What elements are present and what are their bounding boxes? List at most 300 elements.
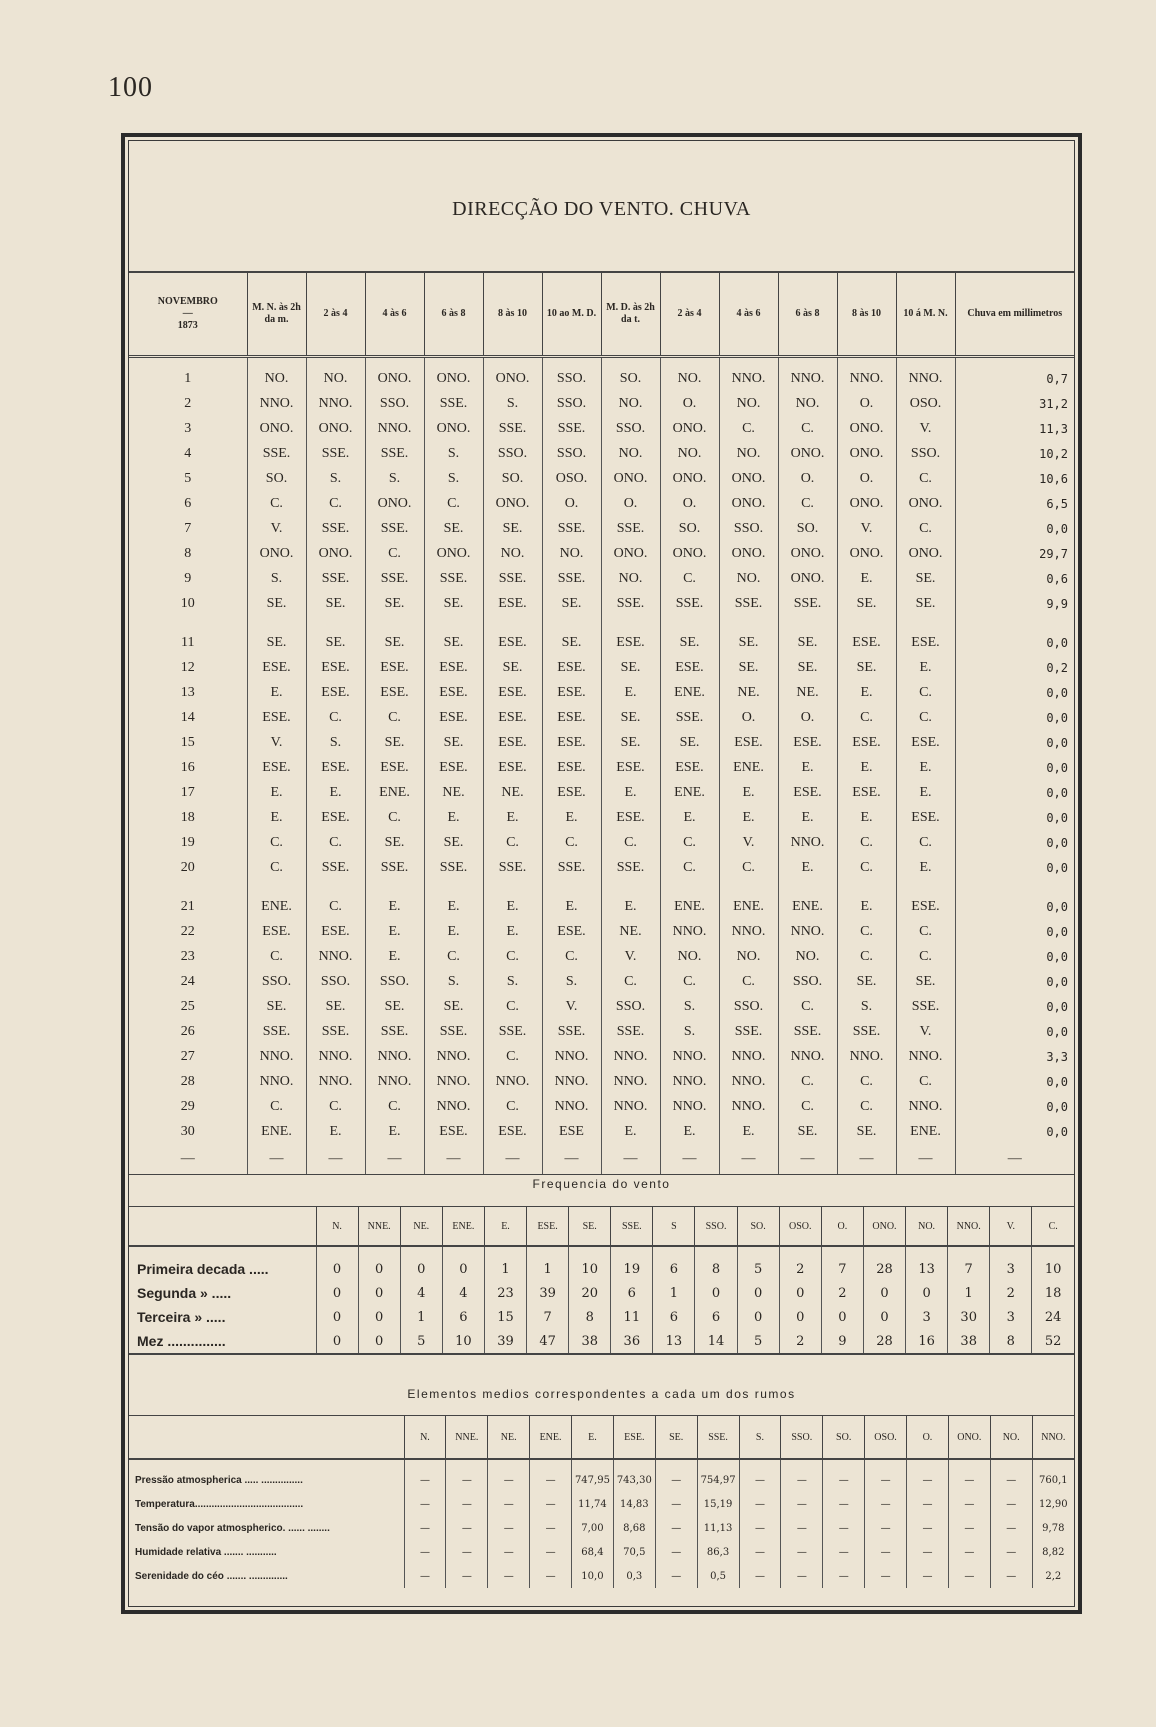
wind-cell: ONO. [483,357,542,392]
wind-cell: ONO. [719,541,778,566]
wind-cell: SE. [483,655,542,680]
wind-cell: SE. [660,730,719,755]
wind-cell: O. [601,491,660,516]
elements-cell: 2,2 [1032,1564,1074,1588]
frequency-cell: 4 [442,1281,484,1305]
wind-cell: C. [601,830,660,855]
day-cell: 18 [180,809,195,825]
wind-table-body [129,357,1074,1175]
wind-cell: E. [601,780,660,805]
wind-cell: NNO. [306,391,365,416]
elements-cell: 754,97 [697,1459,739,1492]
rain-cell: 0,7 [955,357,1074,392]
elements-cell: — [488,1564,530,1588]
wind-cell: NNO. [601,1094,660,1119]
table-row [129,466,1074,491]
elements-column-header: ONO. [948,1416,990,1460]
elements-cell: — [823,1564,865,1588]
wind-cell: SSE. [306,516,365,541]
wind-cell: NNO. [896,1094,955,1119]
table-row [129,855,1074,880]
wind-cell: C. [837,919,896,944]
frequency-cell: 0 [695,1281,737,1305]
frequency-column-header: O. [821,1207,863,1247]
wind-cell: NNO. [719,357,778,392]
year-label: 1873 [177,320,198,331]
elements-cell: — [907,1516,949,1540]
frequency-column-header: V. [990,1207,1032,1247]
table-inner [128,140,1075,1607]
day-cell: 19 [180,834,195,850]
elements-cell: — [990,1516,1032,1540]
wind-cell: NNO. [719,919,778,944]
elements-column-header: SE. [655,1416,697,1460]
wind-cell: NNO. [896,1044,955,1069]
elements-cell: — [655,1459,697,1492]
table-row [129,680,1074,705]
frequency-cell: 0 [737,1281,779,1305]
wind-cell: SE. [837,591,896,616]
wind-cell: SO. [660,516,719,541]
elements-cell: — [488,1459,530,1492]
elements-column-header: SO. [823,1416,865,1460]
frequency-cell: 0 [316,1305,358,1329]
table-frame [121,133,1082,1614]
rain-cell: 0,0 [955,516,1074,541]
frequency-column-header: SSO. [695,1207,737,1247]
elements-cell: 0,3 [613,1564,655,1588]
wind-cell: ESE. [306,655,365,680]
elements-cell: 14,83 [613,1492,655,1516]
column-header: Chuva em millimetros [955,272,1074,357]
elements-cell: — [404,1459,446,1492]
elements-cell: — [948,1540,990,1564]
rain-cell: 0,0 [955,755,1074,780]
wind-cell: S. [542,969,601,994]
elements-cell: — [948,1492,990,1516]
wind-cell: ESE. [719,730,778,755]
day-cell: 1 [184,370,192,386]
table-row [129,655,1074,680]
rain-cell: 11,3 [955,416,1074,441]
wind-cell: O. [837,466,896,491]
wind-cell: E. [247,805,306,830]
wind-cell: C. [896,705,955,730]
wind-cell: SE. [601,705,660,730]
wind-cell: C. [247,830,306,855]
wind-cell: C. [306,880,365,919]
wind-cell: NO. [601,391,660,416]
wind-cell: C. [542,830,601,855]
wind-cell: E. [719,805,778,830]
rain-cell: 10,2 [955,441,1074,466]
wind-cell: E. [601,880,660,919]
elements-cell: — [990,1459,1032,1492]
wind-cell: ESE. [306,919,365,944]
wind-cell: ESE. [365,680,424,705]
wind-cell: NNO. [660,1044,719,1069]
wind-cell: E. [483,880,542,919]
day-cell: 3 [184,420,192,436]
wind-cell: NNO. [778,919,837,944]
wind-cell: ESE. [424,680,483,705]
table-row [129,994,1074,1019]
wind-cell: SSE. [778,591,837,616]
elements-cell: 743,30 [613,1459,655,1492]
table-row [129,1492,1074,1516]
frequency-cell: 39 [484,1329,526,1354]
elements-body [129,1459,1074,1588]
rain-cell: 0,0 [955,1069,1074,1094]
wind-cell: SE. [778,655,837,680]
wind-cell: ESE. [837,730,896,755]
wind-cell: E. [365,919,424,944]
wind-cell: SSE. [896,994,955,1019]
frequency-cell: 6 [611,1281,653,1305]
wind-cell: NE. [483,780,542,805]
day-cell: 10 [180,595,195,611]
wind-cell: E. [306,780,365,805]
wind-cell: SSE. [542,516,601,541]
wind-cell: SE. [483,516,542,541]
wind-cell: SSO. [719,516,778,541]
day-cell: 14 [180,709,195,725]
wind-cell: ESE. [483,730,542,755]
wind-cell: SE. [247,616,306,655]
table-row [129,516,1074,541]
wind-cell: SSE. [306,566,365,591]
wind-cell: SSE. [424,391,483,416]
wind-cell: NNO. [483,1069,542,1094]
frequency-cell: 2 [779,1246,821,1281]
wind-cell: ESE [542,1119,601,1144]
table-row [129,880,1074,919]
frequency-cell: 8 [990,1329,1032,1354]
wind-cell: E. [306,1119,365,1144]
dash-cell: — [955,1144,1074,1175]
wind-cell: SSE. [424,1019,483,1044]
elements-column-header: N. [404,1416,446,1460]
wind-cell: E. [365,880,424,919]
wind-cell: ENE. [365,780,424,805]
frequency-cell: 18 [1032,1281,1074,1305]
wind-cell: NO. [601,441,660,466]
elements-cell: 9,78 [1032,1516,1074,1540]
wind-cell: C. [247,491,306,516]
row-label: Temperatura....................................... [135,1498,304,1510]
wind-cell: C. [660,830,719,855]
elements-cell: 747,95 [572,1459,614,1492]
rain-cell: 0,0 [955,616,1074,655]
wind-cell: SO. [778,516,837,541]
frequency-cell: 0 [863,1305,905,1329]
wind-cell: SSE. [601,591,660,616]
frequency-cell: 5 [737,1329,779,1354]
frequency-cell: 19 [611,1246,653,1281]
wind-cell: ESE. [896,616,955,655]
wind-cell: ONO. [778,441,837,466]
elements-cell: 760,1 [1032,1459,1074,1492]
day-cell: 17 [180,784,195,800]
frequency-cell: 39 [527,1281,569,1305]
wind-cell: ENE. [719,755,778,780]
wind-cell: NNO. [778,830,837,855]
dash-cell: — [660,1144,719,1175]
frequency-cell: 5 [400,1329,442,1354]
wind-cell: V. [542,994,601,1019]
rain-cell: 31,2 [955,391,1074,416]
wind-cell: C. [896,680,955,705]
frequency-cell: 9 [821,1329,863,1354]
elements-cell: — [530,1516,572,1540]
wind-cell: SE. [896,591,955,616]
frequency-cell: 16 [906,1329,948,1354]
elements-cell: — [530,1492,572,1516]
elements-column-header: E. [572,1416,614,1460]
wind-cell: C. [660,566,719,591]
table-row [129,591,1074,616]
elements-cell: — [446,1564,488,1588]
frequency-column-header: NNE. [358,1207,400,1247]
day-cell: 2 [184,395,192,411]
frequency-cell: 0 [316,1246,358,1281]
wind-cell: E. [778,855,837,880]
elements-cell: — [990,1540,1032,1564]
wind-cell: SE. [424,830,483,855]
elements-column-header: NNE. [446,1416,488,1460]
wind-cell: C. [837,1069,896,1094]
dash-cell: — [719,1144,778,1175]
wind-cell: ESE. [660,655,719,680]
wind-cell: SO. [483,466,542,491]
wind-cell: SSE. [483,855,542,880]
wind-cell: SE. [601,655,660,680]
wind-cell: NE. [719,680,778,705]
wind-cell: E. [483,919,542,944]
elements-cell: 8,82 [1032,1540,1074,1564]
wind-cell: ESE. [896,730,955,755]
wind-cell: ONO. [365,357,424,392]
frequency-cell: 2 [779,1329,821,1354]
frequency-cell: 1 [948,1281,990,1305]
wind-cell: SSE. [365,566,424,591]
page-number: 100 [108,72,153,103]
wind-cell: ESE. [542,755,601,780]
frequency-cell: 10 [1032,1246,1074,1281]
elements-cell: — [655,1492,697,1516]
wind-cell: C. [778,416,837,441]
table-row [129,1044,1074,1069]
wind-cell: ESE. [247,755,306,780]
column-header: 4 às 6 [365,272,424,357]
wind-cell: SE. [247,591,306,616]
wind-cell: SSE. [542,566,601,591]
wind-cell: NNO. [660,1069,719,1094]
wind-cell: ESE. [483,591,542,616]
elements-header [129,1416,1074,1460]
wind-cell: C. [896,944,955,969]
wind-cell: C. [896,516,955,541]
frequency-cell: 8 [569,1305,611,1329]
wind-cell: ONO. [837,491,896,516]
table-row [129,805,1074,830]
wind-cell: ESE. [424,1119,483,1144]
wind-cell: SE. [365,830,424,855]
wind-cell: NNO. [424,1069,483,1094]
wind-cell: NO. [719,566,778,591]
wind-cell: E. [896,780,955,805]
wind-cell: C. [247,944,306,969]
wind-cell: SSE. [424,566,483,591]
table-row [129,705,1074,730]
wind-cell: S. [424,466,483,491]
elements-column-header: NNO. [1032,1416,1074,1460]
rain-cell: 0,0 [955,994,1074,1019]
frequency-cell: 0 [779,1281,821,1305]
wind-cell: NO. [306,357,365,392]
wind-cell: V. [837,516,896,541]
day-cell: 11 [181,634,195,650]
elements-cell: — [990,1492,1032,1516]
wind-cell: ONO. [896,491,955,516]
wind-cell: V. [601,944,660,969]
day-cell: 27 [180,1048,195,1064]
table-row [129,1540,1074,1564]
wind-cell: ONO. [365,491,424,516]
frequency-cell: 6 [442,1305,484,1329]
header-dash: — [182,308,193,319]
wind-cell: SSE. [601,516,660,541]
wind-cell: ENE. [247,1119,306,1144]
wind-cell: NO. [778,391,837,416]
frequency-cell: 47 [527,1329,569,1354]
wind-cell: ESE. [483,1119,542,1144]
wind-cell: ESE. [306,805,365,830]
elements-cell: — [739,1459,781,1492]
wind-cell: NO. [601,566,660,591]
elements-cell: 11,13 [697,1516,739,1540]
table-row [129,1516,1074,1540]
wind-cell: C. [837,855,896,880]
frequency-cell: 30 [948,1305,990,1329]
frequency-column-header: NE. [400,1207,442,1247]
wind-cell: ONO. [660,416,719,441]
rain-cell: 0,0 [955,680,1074,705]
wind-cell: E. [601,680,660,705]
wind-cell: ESE. [896,805,955,830]
frequency-cell: 0 [906,1281,948,1305]
wind-cell: NNO. [365,1044,424,1069]
wind-cell: NNO. [365,1069,424,1094]
frequency-cell: 7 [821,1246,863,1281]
frequency-cell: 0 [821,1305,863,1329]
wind-cell: C. [365,541,424,566]
wind-cell: ESE. [247,705,306,730]
wind-cell: SE. [896,969,955,994]
wind-cell: SE. [424,516,483,541]
wind-cell: ONO. [837,416,896,441]
frequency-cell: 1 [400,1305,442,1329]
dash-cell: — [778,1144,837,1175]
wind-cell: NO. [542,541,601,566]
wind-cell: C. [247,1094,306,1119]
wind-cell: SE. [365,591,424,616]
wind-cell: E. [660,805,719,830]
wind-cell: ONO. [719,491,778,516]
wind-cell: S. [424,969,483,994]
elements-cell: — [404,1564,446,1588]
wind-cell: ONO. [306,416,365,441]
wind-cell: NNO. [306,1044,365,1069]
wind-cell: ONO. [424,416,483,441]
column-header: 10 ao M. D. [542,272,601,357]
frequency-column-header: C. [1032,1207,1074,1247]
dash-cell: — [837,1144,896,1175]
elements-cell: — [990,1564,1032,1588]
wind-cell: C. [660,855,719,880]
wind-cell: SE. [601,730,660,755]
day-cell: 12 [180,659,195,675]
wind-cell: SE. [660,616,719,655]
wind-cell: C. [896,466,955,491]
table-row [129,1119,1074,1144]
wind-cell: C. [483,830,542,855]
wind-cell: E. [660,1119,719,1144]
wind-cell: ONO. [896,541,955,566]
elements-cell: — [948,1516,990,1540]
day-cell: 23 [180,948,195,964]
wind-cell: E. [365,944,424,969]
wind-cell: SE. [424,591,483,616]
wind-cell: NE. [778,680,837,705]
dash-row [129,1144,1074,1175]
wind-cell: ONO. [778,566,837,591]
elements-cell: — [739,1540,781,1564]
wind-cell: NNO. [247,1044,306,1069]
wind-cell: ENE. [778,880,837,919]
rain-cell: 0,0 [955,1119,1074,1144]
wind-cell: ENE. [896,1119,955,1144]
wind-cell: NNO. [424,1044,483,1069]
wind-cell: NNO. [601,1069,660,1094]
wind-cell: ONO. [483,491,542,516]
wind-cell: SSE. [424,855,483,880]
wind-cell: SE. [542,616,601,655]
elements-cell: — [865,1516,907,1540]
frequency-cell: 11 [611,1305,653,1329]
wind-cell: C. [306,830,365,855]
wind-cell: SE. [424,994,483,1019]
frequency-cell: 52 [1032,1329,1074,1354]
wind-cell: ENE. [660,680,719,705]
wind-cell: C. [778,491,837,516]
wind-cell: SSE. [837,1019,896,1044]
wind-cell: NO. [778,944,837,969]
table-row [129,616,1074,655]
rain-cell: 0,0 [955,830,1074,855]
wind-cell: E. [247,680,306,705]
elements-cell: 8,68 [613,1516,655,1540]
rain-cell: 0,0 [955,969,1074,994]
wind-cell: ESE. [601,616,660,655]
rain-cell: 9,9 [955,591,1074,616]
wind-cell: C. [660,969,719,994]
elements-cell: — [865,1540,907,1564]
day-cell: 21 [180,898,195,914]
wind-cell: ESE. [483,680,542,705]
elements-column-header: OSO. [865,1416,907,1460]
wind-cell: C. [306,705,365,730]
